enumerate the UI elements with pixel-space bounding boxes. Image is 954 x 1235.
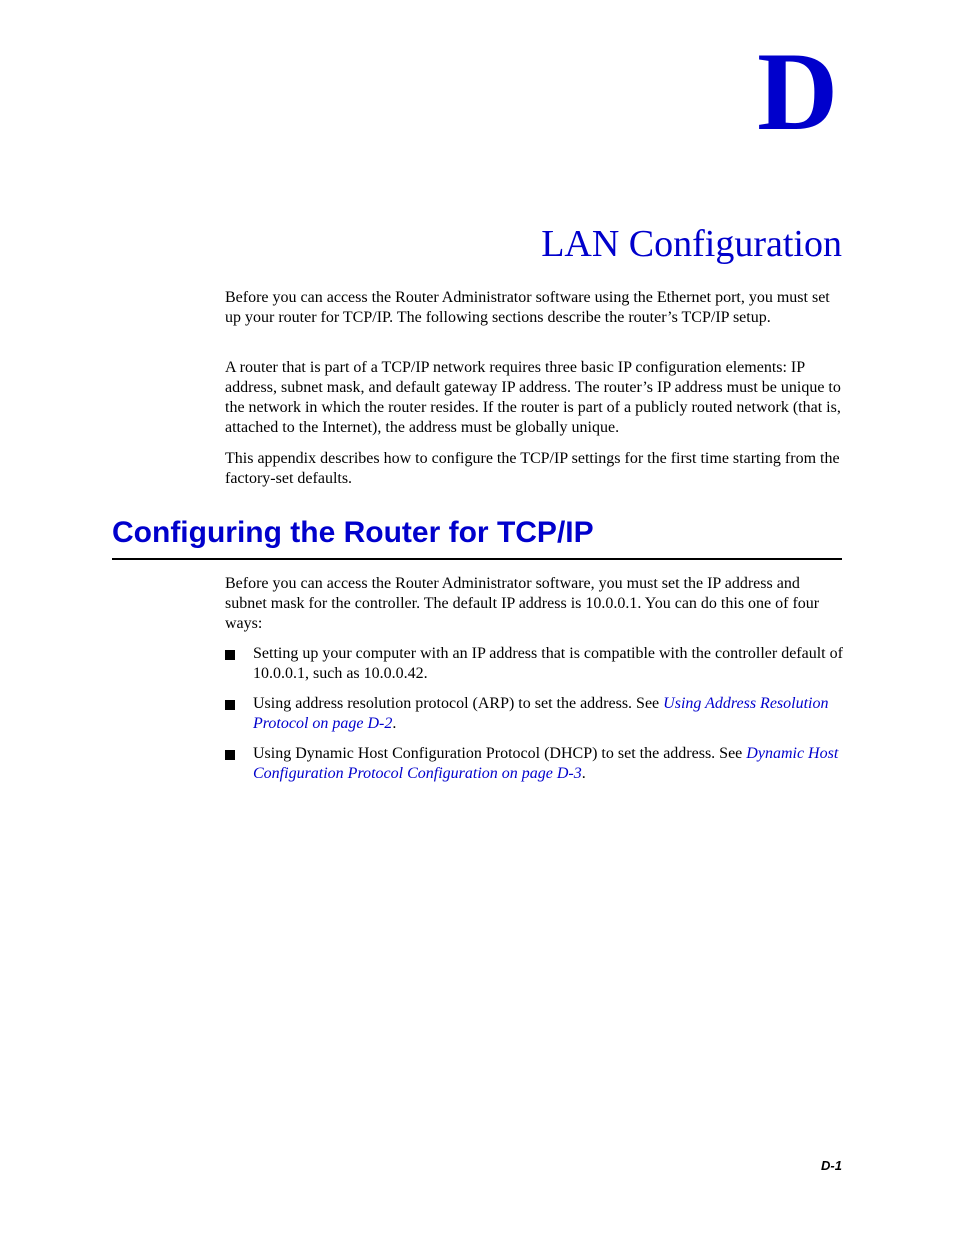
- page-number: D-1: [821, 1158, 842, 1173]
- bullet-text: Setting up your computer with an IP address that is compatible with the controller default of 10.0.0.1, such as 10.0.0.42.: [253, 645, 843, 682]
- bullet-text-end: .: [392, 715, 397, 732]
- square-bullet-icon: [225, 650, 235, 660]
- square-bullet-icon: [225, 700, 235, 710]
- bullet-text: Using Dynamic Host Configuration Protocol (DHCP) to set the address. See: [253, 745, 747, 762]
- list-item: [225, 644, 845, 684]
- list-item: [225, 694, 845, 734]
- intro-paragraph: Before you can access the Router Administrator software using the Ethernet port, you must set up your router for TCP/IP. The following sections describe the router’s TCP/IP setup.: [225, 289, 830, 326]
- bullet-text-end: .: [581, 765, 586, 782]
- bullet-list: [225, 644, 845, 794]
- intro-paragraph: A router that is part of a TCP/IP network requires three basic IP configuration elements: IP address, subnet mask, and default gateway IP address. The router’s IP address must be unique to the network in which the router resides. If the router is part of a publicly routed network (that is, attached to the Internet), the address must be globally unique.: [225, 359, 841, 436]
- bullet-text: Using address resolution protocol (ARP) to set the address. See: [253, 695, 664, 712]
- section-heading: Configuring the Router for TCP/IP: [112, 516, 594, 549]
- section-paragraph: Before you can access the Router Administrator software, you must set the IP address and subnet mask for the controller. The default IP address is 10.0.0.1. You can do this one of four ways:: [225, 575, 820, 632]
- list-item: [225, 744, 845, 784]
- cross-reference-link-arp[interactable]: Using Address Resolution Protocol on page D-2: [253, 695, 829, 732]
- chapter-letter: D: [757, 30, 838, 154]
- square-bullet-icon: [225, 750, 235, 760]
- cross-reference-link-dhcp[interactable]: Dynamic Host Configuration Protocol Configuration on page D-3: [253, 745, 839, 782]
- intro-paragraph: This appendix describes how to configure the TCP/IP settings for the first time starting from the factory-set defaults.: [225, 450, 840, 487]
- chapter-title: LAN Configuration: [541, 223, 842, 265]
- section-divider: [112, 558, 842, 560]
